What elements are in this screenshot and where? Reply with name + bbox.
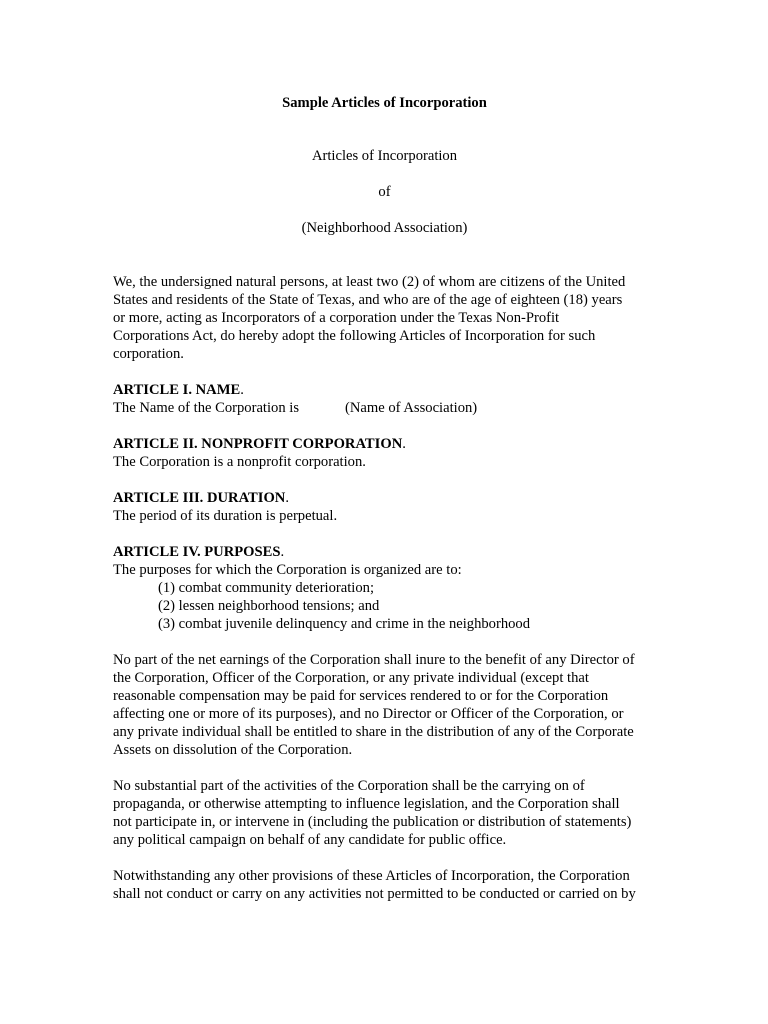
net-earnings-paragraph [113, 651, 656, 759]
paragraph-line: No substantial part of the activities of the Corporation shall be the carrying on of [113, 778, 585, 794]
article-2-heading: ARTICLE II. NONPROFIT CORPORATION [113, 436, 403, 452]
article-4-heading: ARTICLE IV. PURPOSES [113, 544, 281, 560]
paragraph-line: Assets on dissolution of the Corporation. [113, 742, 353, 758]
document-title: Sample Articles of Incorporation [282, 95, 487, 111]
heading-line-1: Articles of Incorporation [311, 148, 458, 164]
intro-paragraph [113, 273, 656, 363]
article-1-text: The Name of the Corporation is [113, 400, 300, 416]
intro-line: We, the undersigned natural persons, at least two (2) of whom are citizens of the United [113, 274, 626, 290]
intro-line: or more, acting as Incorporators of a corporation under the Texas Non-Profit [113, 310, 560, 326]
heading-line-2: of [378, 184, 391, 200]
heading-line-3: (Neighborhood Association) [301, 220, 468, 236]
intro-line: corporation. [113, 346, 184, 362]
article-1-heading: ARTICLE I. NAME [113, 382, 241, 398]
article-2 [113, 435, 656, 471]
paragraph-line: any private individual shall be entitled to share in the distribution of any of the Corporate [113, 724, 634, 740]
article-1-period: . [240, 382, 244, 398]
article-3-heading: ARTICLE III. DURATION [113, 490, 286, 506]
article-3-period: . [285, 490, 290, 506]
article-1-value: (Name of Association) [345, 400, 478, 416]
article-4 [113, 543, 656, 633]
paragraph-line: affecting one or more of its purposes), and no Director or Officer of the Corporation, or [113, 706, 624, 722]
paragraph-line: reasonable compensation may be paid for services rendered to or for the Corporation [113, 688, 609, 704]
purpose-item: (2) lessen neighborhood tensions; and [158, 598, 380, 614]
article-3 [113, 489, 656, 525]
article-4-text: The purposes for which the Corporation is organized are to: [113, 562, 462, 578]
paragraph-line: not participate in, or intervene in (including the publication or distribution of statements) [113, 814, 632, 830]
article-2-period: . [402, 436, 406, 452]
article-2-text: The Corporation is a nonprofit corporation. [113, 454, 366, 470]
intro-line: Corporations Act, do hereby adopt the following Articles of Incorporation for such [113, 328, 596, 344]
document-body [113, 94, 656, 903]
paragraph-line: any political campaign on behalf of any candidate for public office. [113, 832, 507, 848]
paragraph-line: the Corporation, Officer of the Corporation, or any private individual (except that [113, 670, 589, 686]
paragraph-line: shall not conduct or carry on any activities not permitted to be conducted or carried on by [113, 886, 636, 902]
article-3-text: The period of its duration is perpetual. [113, 508, 338, 524]
notwithstanding-paragraph [113, 867, 656, 903]
article-4-period: . [280, 544, 285, 560]
political-activity-paragraph [113, 777, 656, 849]
paragraph-line: No part of the net earnings of the Corporation shall inure to the benefit of any Director of [113, 652, 635, 668]
paragraph-line: propaganda, or otherwise attempting to influence legislation, and the Corporation shall [113, 796, 620, 812]
purpose-item: (1) combat community deterioration; [158, 580, 375, 596]
article-1 [113, 381, 656, 417]
purpose-item: (3) combat juvenile delinquency and crime in the neighborhood [158, 616, 531, 632]
paragraph-line: Notwithstanding any other provisions of these Articles of Incorporation, the Corporation [113, 868, 630, 884]
intro-line: States and residents of the State of Texas, and who are of the age of eighteen (18) years [113, 292, 623, 308]
